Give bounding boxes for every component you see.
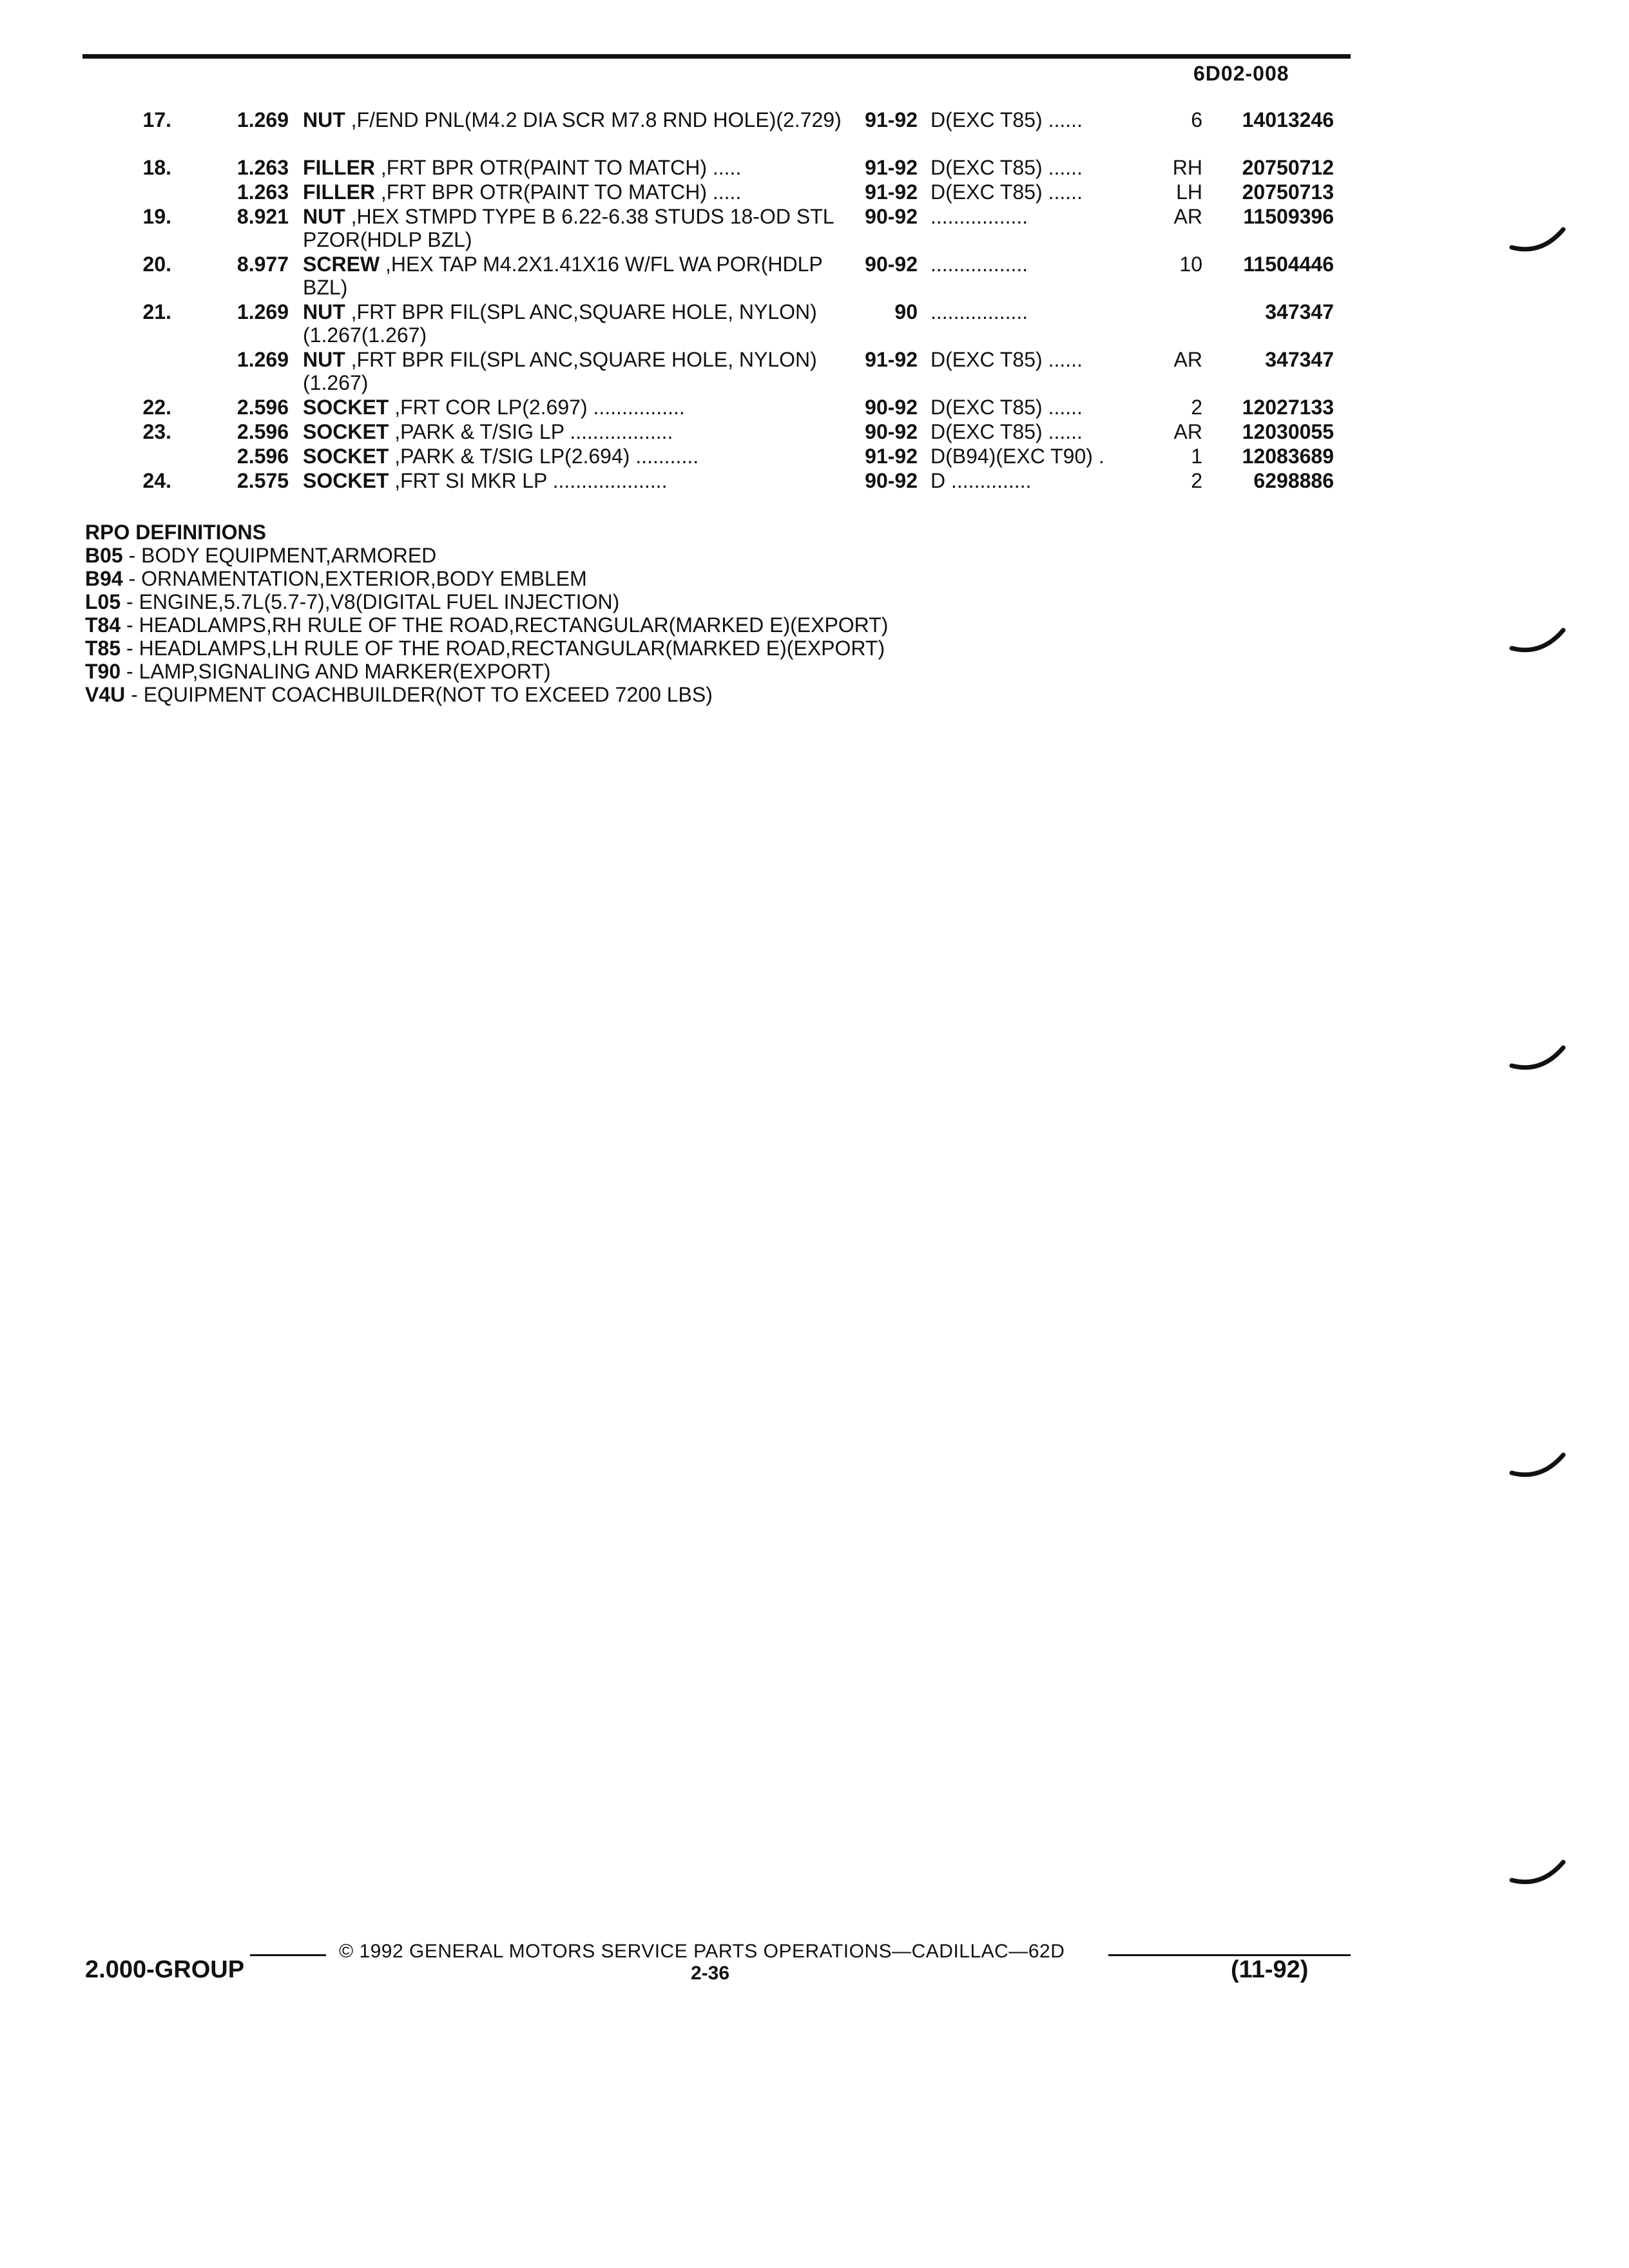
model-years: 90-92 bbox=[865, 420, 918, 443]
part-detail: ,F/END PNL(M4.2 DIA SCR M7.8 RND HOLE)(2.729) bbox=[345, 108, 842, 131]
part-detail: ,FRT COR LP(2.697) ................ bbox=[389, 396, 685, 419]
usage: ................. bbox=[930, 300, 1028, 323]
part-noun: FILLER bbox=[303, 180, 375, 204]
group-number: 1.269 bbox=[236, 108, 289, 131]
model-years: 91-92 bbox=[865, 108, 918, 131]
part-detail: ,PARK & T/SIG LP .................. bbox=[389, 420, 673, 443]
rpo-text: - LAMP,SIGNALING AND MARKER(EXPORT) bbox=[120, 660, 551, 683]
part-description bbox=[303, 156, 844, 179]
part-number: 11509396 bbox=[1243, 205, 1334, 228]
part-detail: ,PARK & T/SIG LP(2.694) ........... bbox=[389, 445, 699, 468]
rpo-code: B94 bbox=[85, 567, 123, 590]
quantity: 2 bbox=[1191, 396, 1202, 419]
part-noun: NUT bbox=[303, 300, 345, 323]
part-noun: SCREW bbox=[303, 253, 380, 276]
model-years: 91-92 bbox=[865, 156, 918, 179]
footer-rule-right bbox=[1108, 1954, 1351, 1956]
binder-hole-mark bbox=[1509, 1858, 1567, 1897]
usage: D(EXC T85) ...... bbox=[930, 420, 1083, 443]
page-number: 2-36 bbox=[691, 1963, 730, 1984]
model-years: 91-92 bbox=[865, 180, 918, 204]
rpo-text: - ENGINE,5.7L(5.7-7),V8(DIGITAL FUEL INJECTION) bbox=[120, 590, 620, 613]
group-number: 1.269 bbox=[236, 348, 289, 371]
quantity: AR bbox=[1173, 205, 1202, 228]
quantity: LH bbox=[1176, 180, 1202, 204]
quantity: 10 bbox=[1179, 253, 1202, 276]
rpo-code: T84 bbox=[85, 613, 121, 637]
rpo-text: - EQUIPMENT COACHBUILDER(NOT TO EXCEED 7200 LBS) bbox=[125, 683, 713, 706]
part-description bbox=[303, 205, 844, 251]
rpo-definition bbox=[85, 683, 888, 706]
part-noun: SOCKET bbox=[303, 420, 389, 443]
part-noun: SOCKET bbox=[303, 469, 389, 492]
part-detail: ,FRT BPR FIL(SPL ANC,SQUARE HOLE, NYLON)(1.267(1.267) bbox=[303, 300, 817, 347]
item-number: 17. bbox=[142, 108, 171, 131]
rpo-code: V4U bbox=[85, 683, 126, 706]
part-row bbox=[0, 205, 1629, 253]
model-years: 90-92 bbox=[865, 396, 918, 419]
footer-date: (11-92) bbox=[1231, 1956, 1309, 1983]
part-description bbox=[303, 253, 844, 299]
model-years: 90 bbox=[894, 300, 918, 323]
rpo-definitions bbox=[85, 521, 888, 706]
rpo-definition bbox=[85, 567, 888, 590]
rpo-definition bbox=[85, 637, 888, 660]
usage: D(EXC T85) ...... bbox=[930, 396, 1083, 419]
part-noun: SOCKET bbox=[303, 445, 389, 468]
part-noun: NUT bbox=[303, 348, 345, 371]
part-row bbox=[0, 180, 1629, 205]
footer-copyright: © 1992 GENERAL MOTORS SERVICE PARTS OPERATIONS—CADILLAC—62D bbox=[339, 1941, 1065, 1962]
part-description bbox=[303, 445, 844, 468]
part-description bbox=[303, 420, 844, 443]
item-number: 23. bbox=[142, 420, 171, 443]
usage: ................. bbox=[930, 253, 1028, 276]
part-number: 6298886 bbox=[1253, 469, 1334, 492]
quantity: 2 bbox=[1191, 469, 1202, 492]
item-number: 21. bbox=[142, 300, 171, 323]
part-row bbox=[0, 108, 1629, 156]
group-number: 1.263 bbox=[236, 156, 289, 179]
model-years: 90-92 bbox=[865, 469, 918, 492]
rpo-text: - ORNAMENTATION,EXTERIOR,BODY EMBLEM bbox=[122, 567, 587, 590]
part-noun: NUT bbox=[303, 108, 345, 131]
rpo-title: RPO DEFINITIONS bbox=[85, 521, 266, 544]
usage: D(B94)(EXC T90) . bbox=[930, 445, 1104, 468]
item-number: 18. bbox=[142, 156, 171, 179]
part-row bbox=[0, 445, 1629, 469]
model-years: 91-92 bbox=[865, 445, 918, 468]
binder-hole-mark bbox=[1509, 1451, 1567, 1490]
part-number: 12083689 bbox=[1242, 445, 1334, 468]
group-number: 2.596 bbox=[236, 445, 289, 468]
rpo-text: - HEADLAMPS,LH RULE OF THE ROAD,RECTANGULAR(MARKED E)(EXPORT) bbox=[120, 637, 885, 660]
part-number: 11504446 bbox=[1243, 253, 1334, 276]
part-detail: ,FRT BPR FIL(SPL ANC,SQUARE HOLE, NYLON)(1.267) bbox=[303, 348, 817, 394]
part-detail: ,HEX STMPD TYPE B 6.22-6.38 STUDS 18-OD STL PZOR(HDLP BZL) bbox=[303, 205, 834, 251]
part-number: 12030055 bbox=[1242, 420, 1334, 443]
part-description bbox=[303, 348, 844, 394]
part-noun: FILLER bbox=[303, 156, 375, 179]
page-code: 6D02-008 bbox=[1193, 62, 1289, 85]
model-years: 91-92 bbox=[865, 348, 918, 371]
binder-hole-mark bbox=[1509, 626, 1567, 665]
part-noun: SOCKET bbox=[303, 396, 389, 419]
rpo-code: T90 bbox=[85, 660, 121, 683]
footer-group: 2.000-GROUP bbox=[85, 1956, 245, 1983]
part-row bbox=[0, 469, 1629, 494]
usage: ................. bbox=[930, 205, 1028, 228]
part-detail: ,FRT BPR OTR(PAINT TO MATCH) ..... bbox=[374, 156, 742, 179]
part-number: 347347 bbox=[1265, 300, 1334, 323]
part-description bbox=[303, 180, 844, 204]
part-noun: NUT bbox=[303, 205, 345, 228]
rpo-list bbox=[85, 544, 888, 706]
part-row bbox=[0, 253, 1629, 300]
model-years: 90-92 bbox=[865, 253, 918, 276]
rpo-text: - BODY EQUIPMENT,ARMORED bbox=[122, 544, 437, 567]
rpo-definition bbox=[85, 590, 888, 613]
part-description bbox=[303, 469, 844, 492]
group-number: 2.596 bbox=[236, 396, 289, 419]
rpo-definition bbox=[85, 613, 888, 637]
binder-hole-mark bbox=[1509, 1044, 1567, 1082]
part-detail: ,FRT SI MKR LP .................... bbox=[389, 469, 668, 492]
rpo-code: T85 bbox=[85, 637, 121, 660]
item-number: 22. bbox=[142, 396, 171, 419]
model-years: 90-92 bbox=[865, 205, 918, 228]
group-number: 2.575 bbox=[236, 469, 289, 492]
group-number: 2.596 bbox=[236, 420, 289, 443]
group-number: 1.263 bbox=[236, 180, 289, 204]
top-rule bbox=[82, 54, 1351, 59]
part-detail: ,FRT BPR OTR(PAINT TO MATCH) ..... bbox=[374, 180, 742, 204]
usage: D(EXC T85) ...... bbox=[930, 108, 1083, 131]
item-number: 19. bbox=[142, 205, 171, 228]
group-number: 8.977 bbox=[236, 253, 289, 276]
quantity: RH bbox=[1172, 156, 1202, 179]
quantity: 6 bbox=[1191, 108, 1202, 131]
rpo-code: L05 bbox=[85, 590, 121, 613]
part-description bbox=[303, 300, 844, 347]
quantity: AR bbox=[1173, 348, 1202, 371]
rpo-code: B05 bbox=[85, 544, 123, 567]
part-detail: ,HEX TAP M4.2X1.41X16 W/FL WA POR(HDLP BZL) bbox=[303, 253, 823, 299]
binder-hole-mark bbox=[1509, 226, 1567, 264]
usage: D(EXC T85) ...... bbox=[930, 156, 1083, 179]
rpo-text: - HEADLAMPS,RH RULE OF THE ROAD,RECTANGULAR(MARKED E)(EXPORT) bbox=[120, 613, 889, 637]
rpo-definition bbox=[85, 544, 888, 567]
item-number: 24. bbox=[142, 469, 171, 492]
item-number: 20. bbox=[142, 253, 171, 276]
footer-rule-left bbox=[250, 1954, 326, 1956]
part-number: 20750712 bbox=[1242, 156, 1334, 179]
usage: D(EXC T85) ...... bbox=[930, 348, 1083, 371]
rpo-definition bbox=[85, 660, 888, 683]
parts-list bbox=[0, 108, 1629, 494]
part-row bbox=[0, 300, 1629, 348]
part-number: 347347 bbox=[1265, 348, 1334, 371]
quantity: 1 bbox=[1191, 445, 1202, 468]
group-number: 8.921 bbox=[236, 205, 289, 228]
part-number: 14013246 bbox=[1242, 108, 1334, 131]
part-row bbox=[0, 420, 1629, 445]
part-row bbox=[0, 348, 1629, 396]
group-number: 1.269 bbox=[236, 300, 289, 323]
part-number: 20750713 bbox=[1242, 180, 1334, 204]
part-row bbox=[0, 396, 1629, 420]
part-description bbox=[303, 108, 844, 131]
part-number: 12027133 bbox=[1242, 396, 1334, 419]
part-description bbox=[303, 396, 844, 419]
quantity: AR bbox=[1173, 420, 1202, 443]
part-row bbox=[0, 156, 1629, 180]
usage: D .............. bbox=[930, 469, 1032, 492]
usage: D(EXC T85) ...... bbox=[930, 180, 1083, 204]
